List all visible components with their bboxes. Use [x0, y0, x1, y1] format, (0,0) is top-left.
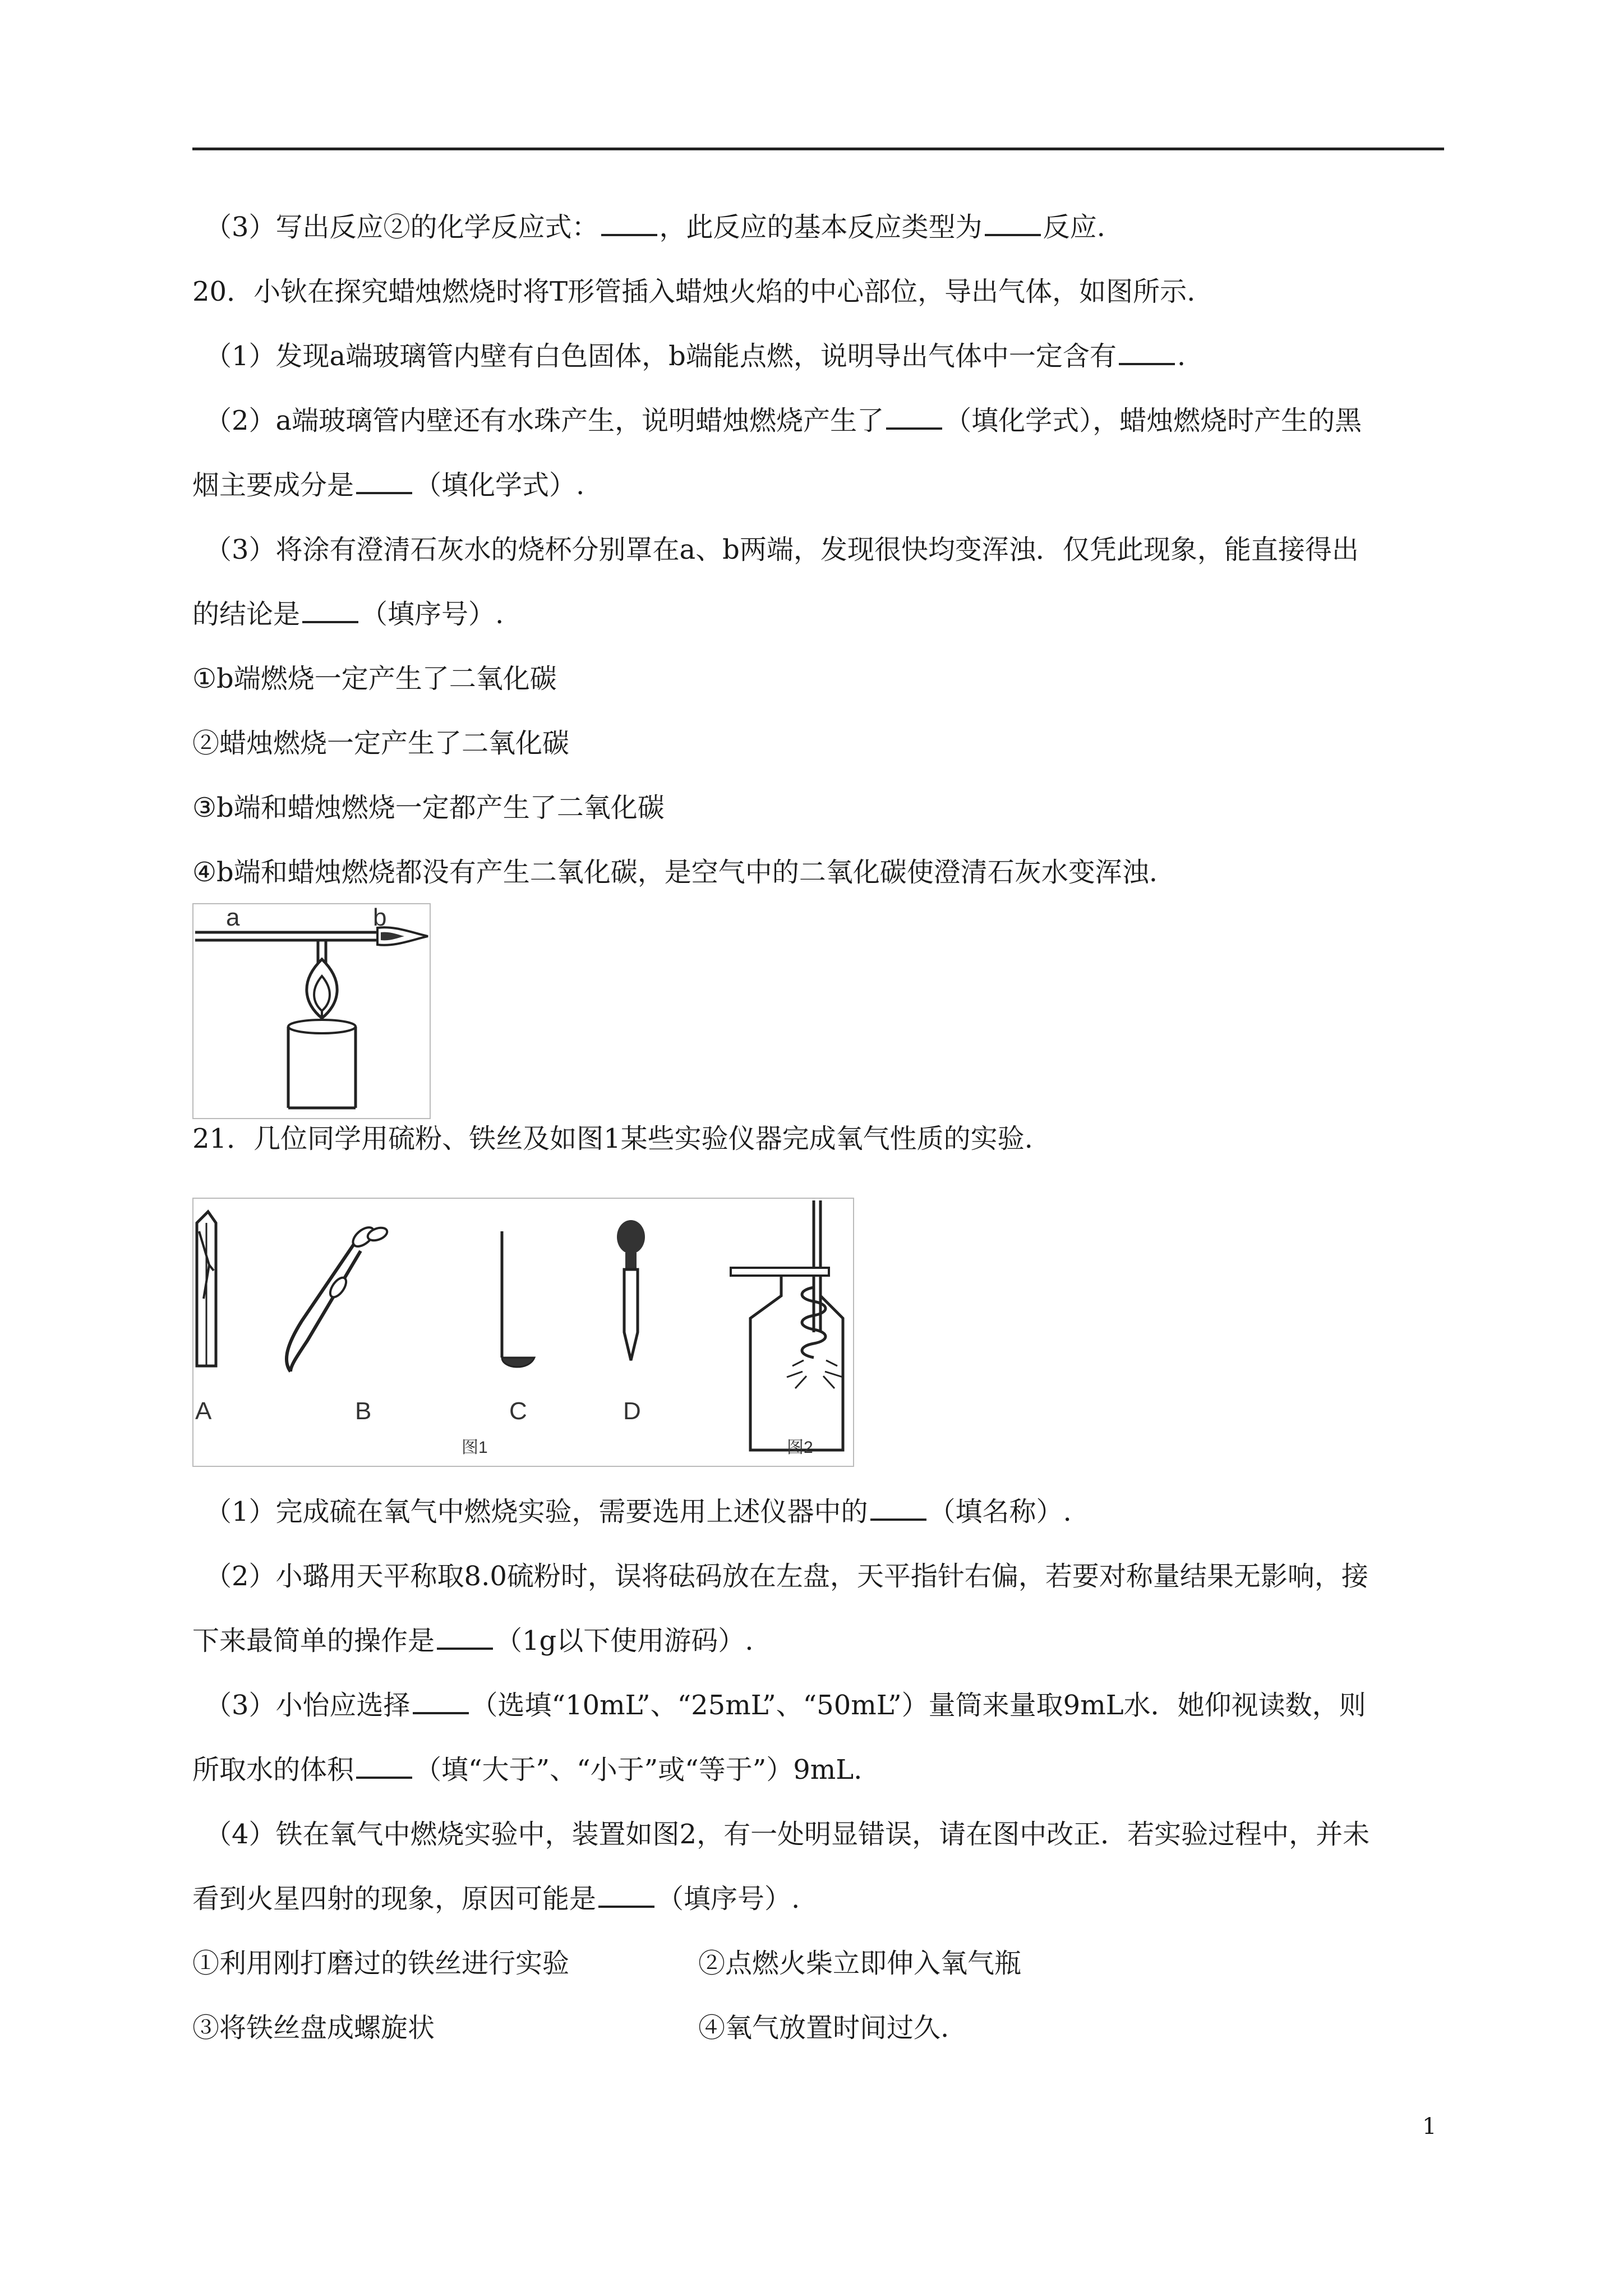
answer-blank[interactable]: [1119, 341, 1175, 365]
q21-sub4-cont: 看到火星四射的现象，原因可能是 （填序号）.: [192, 1883, 800, 1915]
q21-sub2-cont: 下来最简单的操作是 （1g以下使用游码）.: [192, 1625, 754, 1657]
oxygen-bottle-icon: [731, 1200, 843, 1450]
answer-blank[interactable]: [598, 1883, 654, 1908]
q20-option-2: ②蜡烛燃烧一定产生了二氧化碳: [192, 728, 570, 759]
fig1-caption: 图1: [462, 1438, 488, 1457]
q20-option-1: ①b端燃烧一定产生了二氧化碳: [192, 663, 557, 694]
q20-sub2-cont: 烟主要成分是 （填化学式）.: [192, 470, 585, 501]
q21-option-1: ①利用刚打磨过的铁丝进行实验: [192, 1948, 570, 1979]
label-b: b: [373, 904, 387, 931]
label-A: A: [195, 1397, 212, 1425]
answer-blank[interactable]: [437, 1625, 493, 1650]
answer-blank[interactable]: [601, 211, 657, 236]
apparatus-figure: [192, 1198, 854, 1467]
tongs-icon: [287, 1224, 389, 1372]
q20-stem: 20．小钬在探究蜡烛燃烧时将T形管插入蜡烛火焰的中心部位，导出气体，如图所示.: [192, 276, 1196, 307]
answer-blank[interactable]: [356, 470, 412, 494]
q21-option-3: ③将铁丝盘成螺旋状: [192, 2012, 435, 2044]
q20-option-4: ④b端和蜡烛燃烧都没有产生二氧化碳，是空气中的二氧化碳使澄清石灰水变浑浊.: [192, 857, 1158, 888]
q21-sub4: （4）铁在氧气中燃烧实验中，装置如图2，有一处明显错误，请在图中改正．若实验过程中，并未: [205, 1819, 1370, 1850]
label-D: D: [623, 1397, 641, 1425]
answer-blank[interactable]: [413, 1690, 469, 1714]
q21-option-2: ②点燃火柴立即伸入氧气瓶: [698, 1948, 1022, 1979]
answer-blank[interactable]: [985, 211, 1041, 236]
q21-sub1: （1）完成硫在氧气中燃烧实验，需要选用上述仪器中的 （填名称）.: [205, 1496, 1072, 1527]
label-C: C: [509, 1397, 527, 1425]
clamp-icon: [197, 1212, 216, 1366]
header-rule: [192, 148, 1444, 150]
q19-sub3: （3）写出反应②的化学反应式： ，此反应的基本反应类型为 反应.: [205, 211, 1105, 243]
q21-sub3: （3）小怡应选择 （选填“10mL”、“25mL”、“50mL”）量筒来量取9mL水．她仰视读数，则: [205, 1690, 1366, 1721]
q20-sub3: （3）将涂有澄清石灰水的烧杯分别罩在a、b两端，发现很快均变浑浊．仅凭此现象，能直接得出: [205, 534, 1359, 565]
q21-option-4: ④氧气放置时间过久.: [698, 2012, 949, 2044]
fig2-caption: 图2: [787, 1438, 813, 1457]
q21-sub3-cont: 所取水的体积 （填“大于”、“小于”或“等于”）9mL.: [192, 1754, 863, 1786]
q21-sub2: （2）小璐用天平称取8.0硫粉时，误将砝码放在左盘，天平指针右偏，若要对称量结果无影响，接: [205, 1561, 1368, 1592]
q20-option-3: ③b端和蜡烛燃烧一定都产生了二氧化碳: [192, 792, 665, 823]
q20-sub2: （2）a端玻璃管内壁还有水珠产生，说明蜡烛燃烧产生了 （填化学式），蜡烛燃烧时产生的黑: [205, 405, 1362, 436]
candle-t-tube-figure: [192, 903, 431, 1119]
dropper-icon: [617, 1220, 645, 1360]
spoon-icon: [502, 1231, 534, 1367]
answer-blank[interactable]: [870, 1496, 926, 1521]
answer-blank[interactable]: [302, 599, 358, 623]
q20-sub1: （1）发现a端玻璃管内壁有白色固体，b端能点燃，说明导出气体中一定含有 .: [205, 341, 1186, 372]
label-B: B: [355, 1397, 372, 1425]
answer-blank[interactable]: [356, 1754, 412, 1779]
answer-blank[interactable]: [886, 405, 942, 430]
q20-sub3-cont: 的结论是 （填序号）.: [192, 599, 504, 630]
label-a: a: [226, 904, 240, 931]
q21-stem: 21．几位同学用硫粉、铁丝及如图1某些实验仪器完成氧气性质的实验.: [192, 1123, 1033, 1154]
page-number: 1: [1422, 2114, 1437, 2139]
